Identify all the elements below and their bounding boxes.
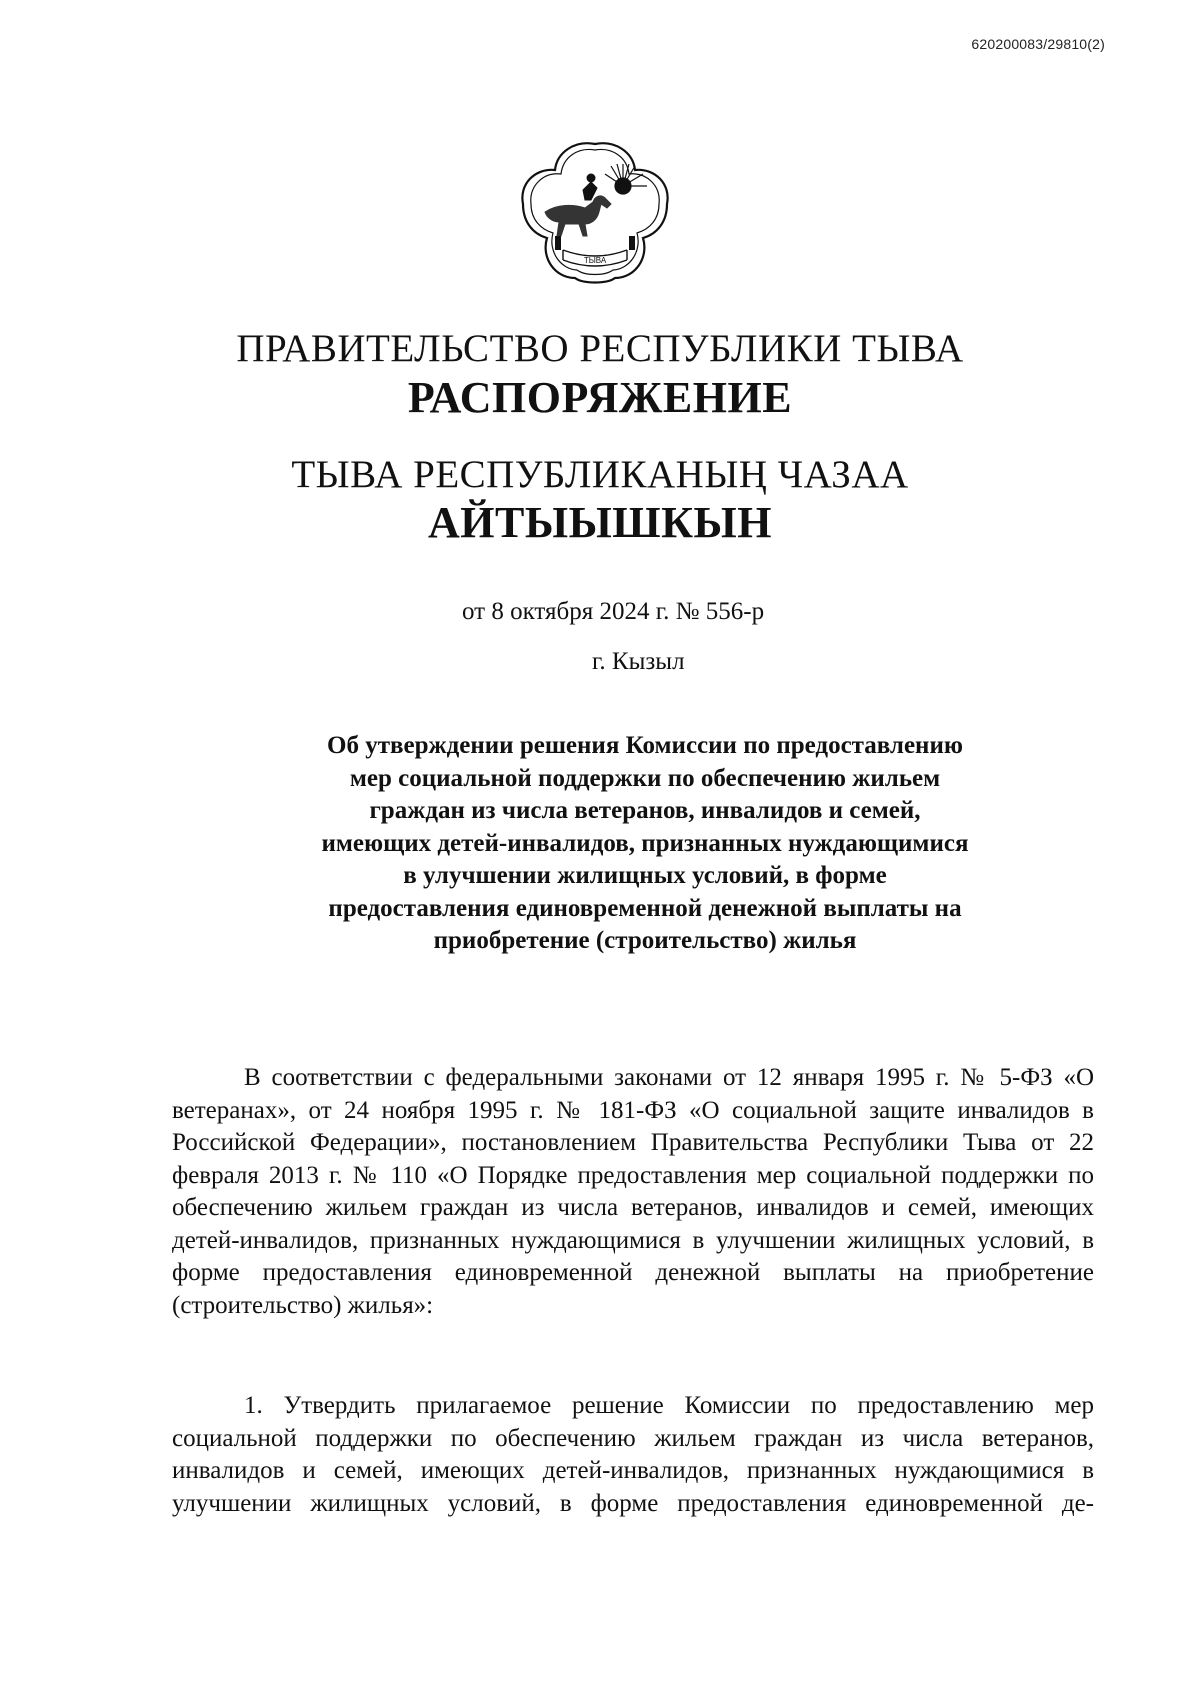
order-type-title: РАСПОРЯЖЕНИЕ xyxy=(407,373,793,422)
document-date-number: от 8 октября 2024 г. № 556-р xyxy=(462,598,765,625)
document-subject: Об утверждении решения Комиссии по предоставлению мер социальной поддержки по обеспечению жильем граждан из числа ветеранов, инвалидов и семей, имеющих детей-инвалидов, признанных нуждающимися в улучшении жилищных условий, в форме предоставления единовременной денежной выплаты на приобретение (строительство) жилья xyxy=(321,732,969,954)
emblem-inscription: ТЫВА xyxy=(583,256,607,265)
government-title: ПРАВИТЕЛЬСТВО РЕСПУБЛИКИ ТЫВА xyxy=(236,327,964,370)
document-city: г. Кызыл xyxy=(592,648,685,675)
tuva-coat-of-arms-icon xyxy=(515,138,675,286)
document-id: 620200083/29810(2) xyxy=(971,36,1105,52)
item-1-paragraph: 1. Утвердить прилагаемое решение Комиссии по предоставлению мер социальной поддержки по обеспечению жильем граждан из числа ветеранов, инвалидов и семей, имеющих детей-инвалидов, признанных нуждающимися в улучшении жилищных условий, в форме предоставления единовременной де- xyxy=(172,1392,1094,1517)
government-title-tuvan: ТЫВА РЕСПУБЛИКАНЫҢ ЧАЗАА xyxy=(291,453,909,496)
order-type-title-tuvan: АЙТЫЫШКЫН xyxy=(428,498,772,547)
preamble-paragraph: В соответствии с федеральными законами от 12 января 1995 г. № 5-ФЗ «О ветеранах», от 24 ноября 1995 г. № 181-ФЗ «О социальной защите инвалидов в Российской Федерации», постановлением Правительства Республики Тыва от 22 февраля 2013 г. № 110 «О Порядке предоставления мер социальной поддержки по обеспечению жильем граждан из числа ветеранов, инвалидов и семей, имеющих детей-инвалидов, признанных нуждающимися в улучшении жилищных условий, в форме предоставления единовременной денежной выплаты на приобретение (строительство) жилья»: xyxy=(172,1064,1094,1319)
